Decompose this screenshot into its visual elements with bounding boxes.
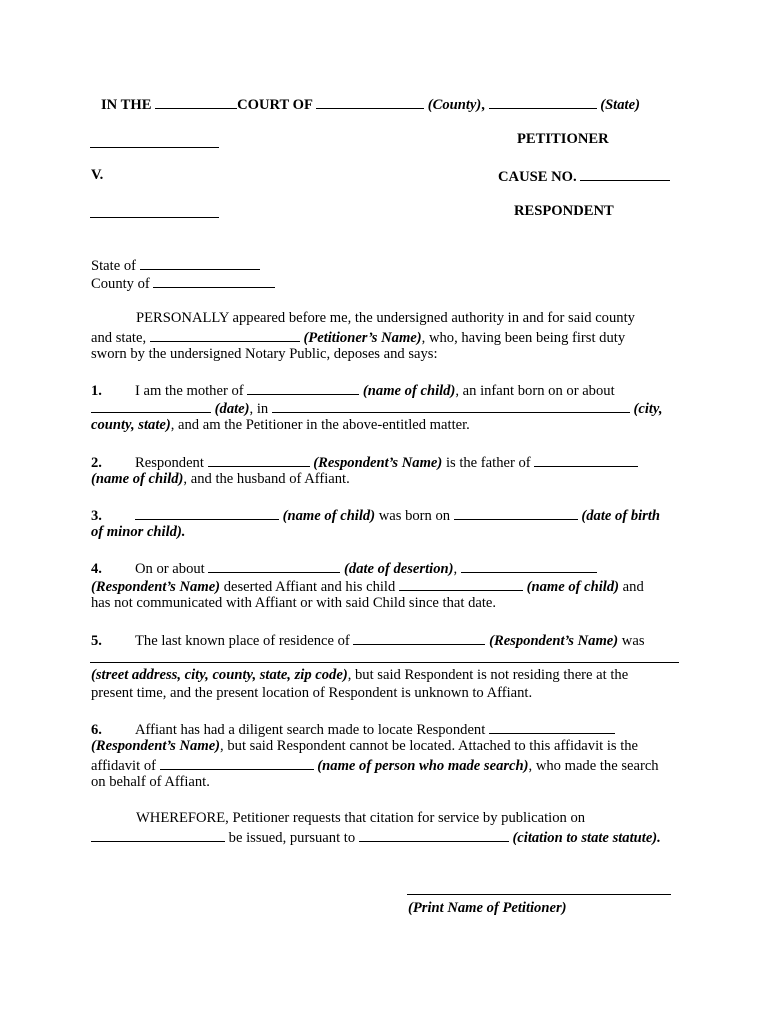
minor-child-hint: of minor child). (91, 524, 186, 540)
child-name-blank[interactable] (247, 380, 359, 395)
statute-hint: (citation to state statute). (512, 830, 661, 846)
intro-line-1: PERSONALLY appeared before me, the undersigned authority in and for said county (136, 310, 635, 326)
date-hint: (date) (214, 401, 250, 417)
child-name-hint-3: (name of child) (282, 508, 376, 524)
p4-comma: , (453, 561, 458, 577)
wherefore-line-2 (91, 827, 661, 847)
paragraph-1-line-3 (91, 416, 470, 434)
court-caption-line (101, 94, 640, 114)
p6-text-d: affidavit of (91, 758, 156, 774)
county-state-hint: county, state) (91, 417, 171, 433)
birth-date-blank[interactable] (91, 398, 211, 413)
p1-text-e: , in (249, 401, 269, 417)
wherefore-line-1: WHEREFORE, Petitioner requests that citation for service by publication on (136, 810, 586, 826)
p1-text-c: , an infant born on or about (455, 383, 615, 399)
petitioner-name-blank[interactable] (150, 327, 300, 342)
p5-text-c: was (621, 633, 645, 649)
p2-text-a: Respondent (135, 455, 204, 471)
publication-blank[interactable] (91, 827, 225, 842)
cause-number-blank[interactable] (580, 166, 670, 181)
respondent-name-hint-5: (Respondent’s Name) (489, 633, 619, 649)
deserted-child-blank[interactable] (399, 576, 523, 591)
city-hint: (city, (633, 401, 663, 417)
paragraph-3-number: 3. (91, 508, 102, 524)
paragraph-6-line-2 (91, 737, 638, 755)
p6-text-f: , who made the search (528, 758, 659, 774)
paragraph-5-line-1 (91, 630, 645, 650)
paragraph-4-line-3: has not communicated with Affiant or with said Child since that date. (91, 595, 497, 611)
print-name-label: (Print Name of Petitioner) (408, 900, 567, 916)
desertion-date-blank[interactable] (208, 558, 340, 573)
respondent-label: RESPONDENT (514, 203, 614, 219)
intro-who: , who, having been being first duty (421, 330, 626, 346)
address-hint: (street address, city, county, state, zip code) (91, 667, 348, 683)
in-the-label: IN THE (101, 97, 152, 113)
cause-number-line (498, 166, 670, 186)
child-name-hint: (name of child) (362, 383, 456, 399)
county-of-line (91, 273, 275, 293)
county-of-label: County of (91, 276, 150, 292)
respondent-name-hint-6: (Respondent’s Name) (91, 738, 221, 754)
paragraph-5-line-2 (91, 666, 628, 684)
petitioner-name-hint: (Petitioner’s Name) (303, 330, 422, 346)
child-name-hint-4: (name of child) (526, 579, 620, 595)
petitioner-label: PETITIONER (517, 131, 609, 147)
paragraph-6-line-3 (91, 755, 659, 775)
paragraph-5-number: 5. (91, 633, 102, 649)
paragraph-1-number: 1. (91, 383, 102, 399)
court-of-label: COURT OF (237, 97, 313, 113)
paragraph-6-line-4: on behalf of Affiant. (91, 774, 210, 790)
p4-text-e: deserted Affiant and his child (223, 579, 396, 595)
state-of-blank[interactable] (140, 255, 260, 270)
paragraph-1-line-2 (91, 398, 663, 418)
p5-text-a: The last known place of residence of (135, 633, 350, 649)
p1-text-h: , and am the Petitioner in the above-entitled matter. (170, 417, 470, 433)
paragraph-3-line-2 (91, 523, 185, 541)
child-name-blank-3[interactable] (135, 505, 279, 520)
respondent-name-blank[interactable] (208, 452, 310, 467)
paragraph-2-line-2 (91, 470, 350, 488)
comma: , (481, 97, 485, 113)
wherefore-text-b: be issued, pursuant to (228, 830, 356, 846)
desertion-date-hint: (date of desertion) (344, 561, 454, 577)
birth-place-blank[interactable] (272, 398, 630, 413)
court-blank[interactable] (155, 94, 237, 109)
versus-label: V. (91, 167, 104, 183)
paragraph-2-line-1 (91, 452, 638, 472)
paragraph-2-number: 2. (91, 455, 102, 471)
county-label: (County) (427, 97, 482, 113)
p2-text-e: , and the husband of Affiant. (183, 471, 350, 487)
intro-and-state: and state, (91, 330, 147, 346)
paragraph-3-line-1 (91, 505, 660, 525)
respondent-name-line[interactable] (90, 217, 219, 218)
p4-text-a: On or about (135, 561, 205, 577)
paragraph-6-line-1 (91, 719, 615, 739)
last-residence-respondent-blank[interactable] (353, 630, 485, 645)
p6-text-a: Affiant has had a diligent search made to locate Respondent (135, 722, 486, 738)
p5-text-e: , but said Respondent is not residing there at the (347, 667, 629, 683)
respondent-name-hint-4: (Respondent’s Name) (91, 579, 221, 595)
court-name-blank[interactable] (316, 94, 424, 109)
p1-text-a: I am the mother of (135, 383, 244, 399)
cause-no-label: CAUSE NO. (498, 169, 577, 185)
intro-line-3: sworn by the undersigned Notary Public, deposes and says: (91, 346, 438, 362)
state-blank[interactable] (489, 94, 597, 109)
father-child-blank[interactable] (534, 452, 638, 467)
paragraph-1-line-1 (91, 380, 615, 400)
respondent-name-hint: (Respondent’s Name) (313, 455, 443, 471)
child-name-hint-2: (name of child) (91, 471, 184, 487)
searcher-name-hint: (name of person who made search) (317, 758, 529, 774)
state-of-line (91, 255, 260, 275)
date-of-birth-blank[interactable] (454, 505, 578, 520)
p2-text-c: is the father of (445, 455, 531, 471)
paragraph-6-number: 6. (91, 722, 102, 738)
statute-blank[interactable] (359, 827, 509, 842)
p3-text-b: was born on (378, 508, 451, 524)
intro-line-2 (91, 327, 625, 347)
paragraph-5-line-3: present time, and the present location of Respondent is unknown to Affiant. (91, 685, 533, 701)
signature-line[interactable] (407, 894, 671, 895)
paragraph-4-line-2 (91, 576, 644, 596)
desertion-respondent-blank[interactable] (461, 558, 597, 573)
searcher-name-blank[interactable] (160, 755, 314, 770)
last-address-line[interactable] (90, 662, 679, 663)
state-label: (State) (600, 97, 640, 113)
p6-text-c: , but said Respondent cannot be located. Attached to this affidavit is the (220, 738, 639, 754)
date-of-birth-hint: (date of birth (581, 508, 661, 524)
county-of-blank[interactable] (153, 273, 275, 288)
paragraph-4-line-1 (91, 558, 597, 578)
petitioner-name-line[interactable] (90, 147, 219, 148)
state-of-label: State of (91, 258, 136, 274)
p4-text-g: and (622, 579, 644, 595)
search-respondent-blank[interactable] (489, 719, 615, 734)
paragraph-4-number: 4. (91, 561, 102, 577)
